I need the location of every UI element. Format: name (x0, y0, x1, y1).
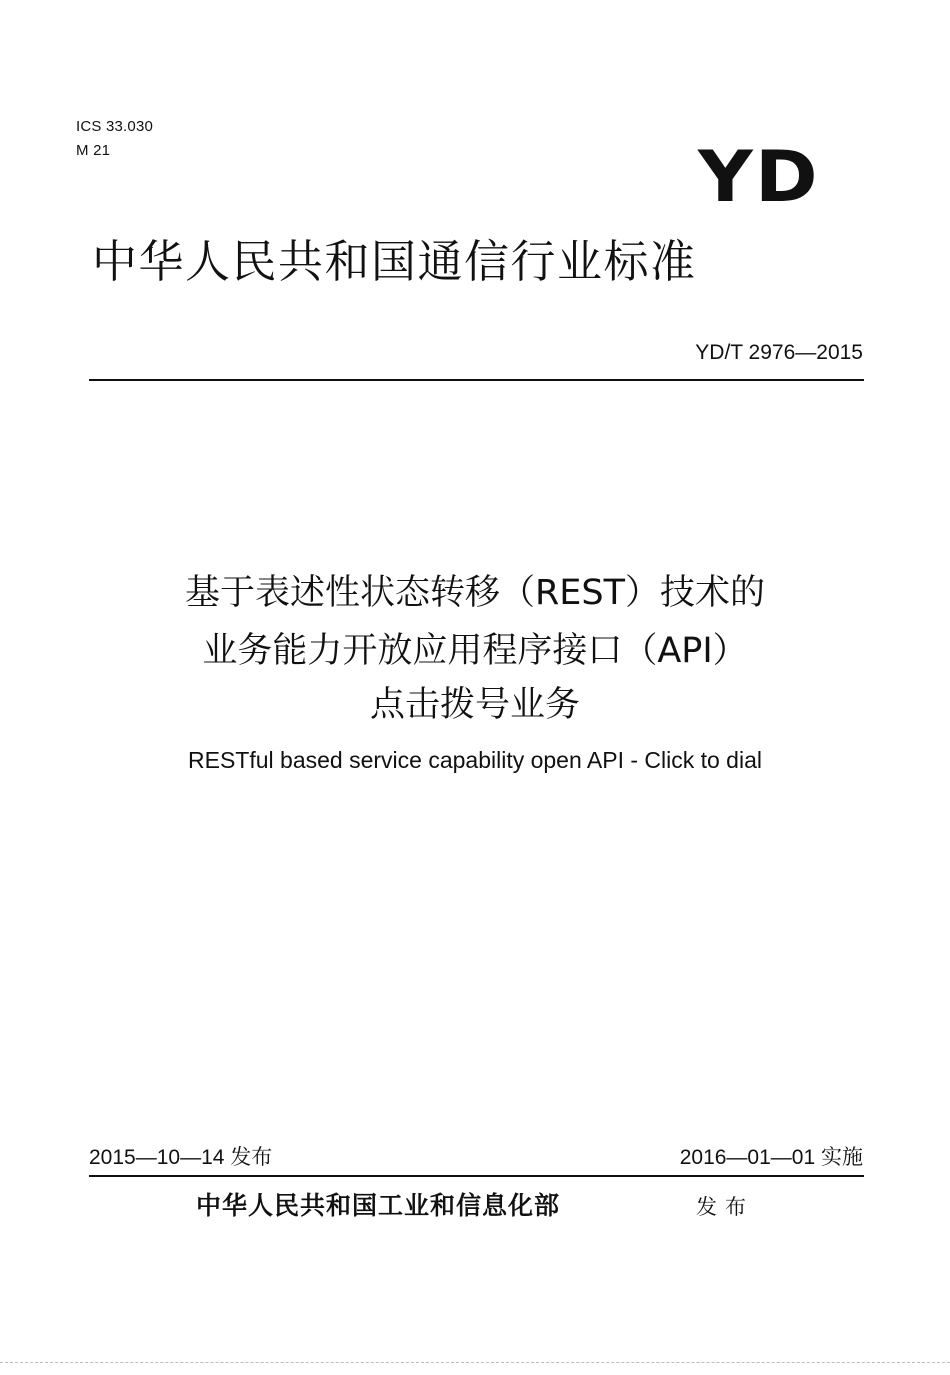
organization-title: 中华人民共和国通信行业标准 (92, 235, 697, 288)
publisher-name: 中华人民共和国工业和信息化部 (196, 1191, 561, 1220)
standard-number: YD/T 2976—2015 (695, 341, 863, 364)
bottom-divider (89, 1175, 864, 1177)
publish-label: 发布 (696, 1195, 754, 1219)
title-cn-line1: 基于表述性状态转移（REST）技术的 (184, 573, 766, 613)
title-cn-line3: 点击拨号业务 (369, 685, 580, 725)
scan-edge-line (0, 1362, 950, 1364)
top-divider (89, 379, 864, 381)
implementation-date: 2016—01—01 实施 (679, 1146, 863, 1169)
title-en: RESTful based service capability open API - Click to dial (188, 747, 762, 773)
title-cn-line2: 业务能力开放应用程序接口（API） (202, 631, 748, 671)
ics-code: ICS 33.030 (76, 118, 154, 135)
yd-logo: YD (698, 136, 820, 218)
issue-date: 2015—10—14 发布 (89, 1146, 273, 1169)
classification-code: M 21 (76, 142, 111, 159)
